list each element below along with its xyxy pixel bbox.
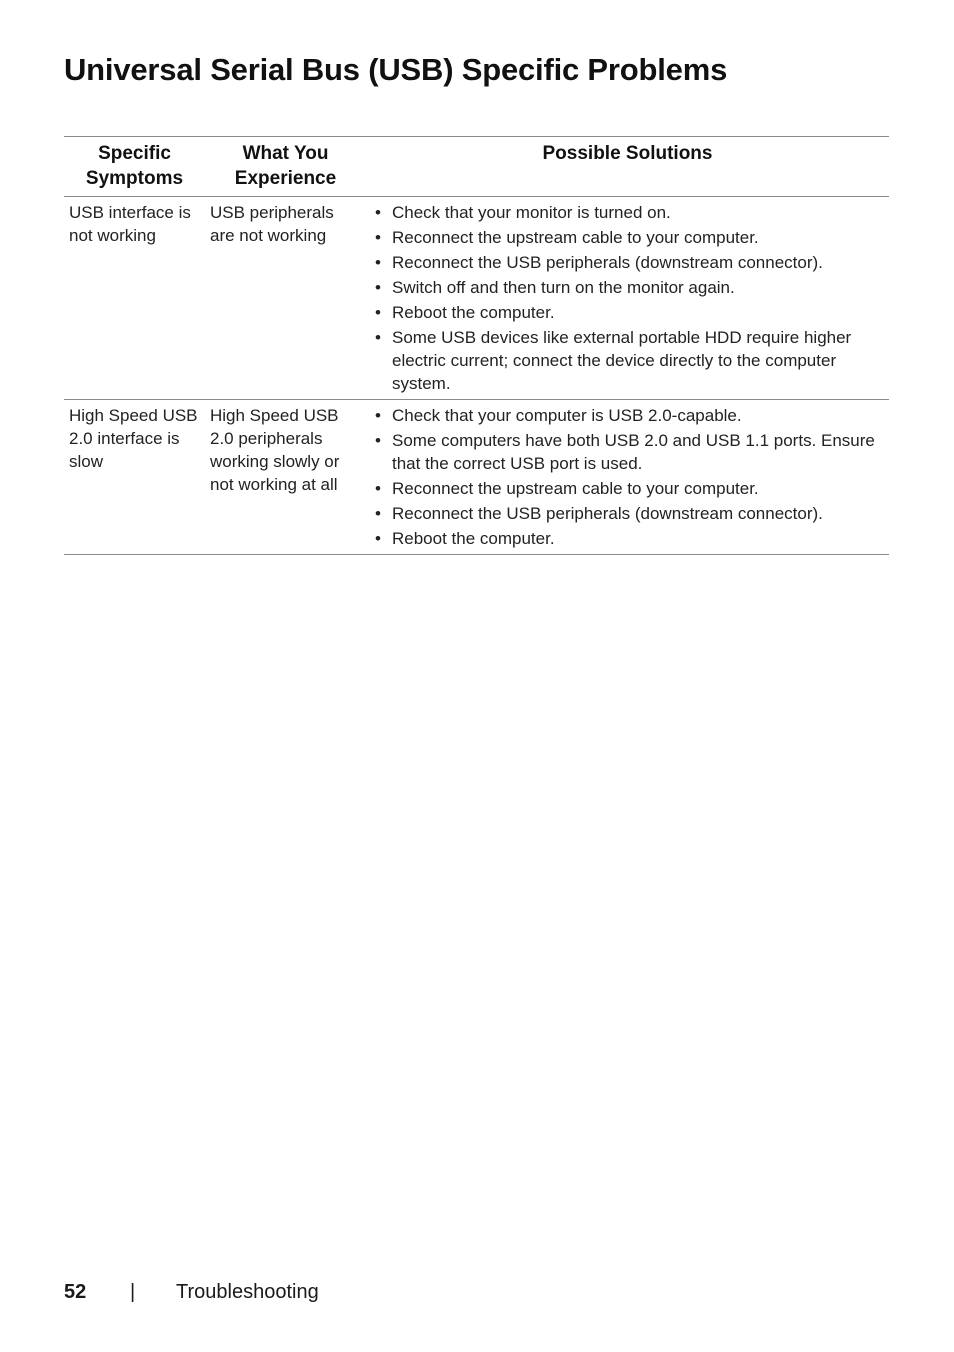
bullet-icon: • — [375, 406, 381, 425]
solution-item: • Check that your computer is USB 2.0-capable. — [375, 406, 742, 425]
solution-item: • Reconnect the upstream cable to your computer. — [375, 228, 759, 247]
bullet-icon: • — [375, 479, 381, 498]
solution-item: • Switch off and then turn on the monitor again. — [375, 278, 735, 297]
bullet-icon: • — [375, 203, 381, 222]
solutions-list — [372, 404, 885, 550]
header-possible-solutions: Possible Solutions — [366, 137, 889, 197]
header-symptoms-line1: Specific — [98, 143, 171, 164]
usb-problems-table — [64, 136, 889, 555]
table-header-row — [64, 137, 889, 197]
solution-item: • Reconnect the upstream cable to your computer. — [375, 479, 759, 498]
header-what-you-experience — [205, 137, 366, 197]
footer-separator: | — [130, 1281, 136, 1303]
solution-item: • Some USB devices like external portable HDD require higher electric current; connect the device directly to the computer system. — [375, 328, 852, 393]
header-specific-symptoms — [64, 137, 205, 197]
page-number: 52 — [64, 1281, 87, 1303]
footer-section-label: Troubleshooting — [176, 1281, 319, 1303]
experience-cell: High Speed USB 2.0 peripherals working slowly or not working at all — [205, 400, 366, 555]
solution-item: • Check that your monitor is turned on. — [375, 203, 671, 222]
bullet-icon: • — [375, 529, 381, 548]
table-row — [64, 400, 889, 555]
solution-item: • Reboot the computer. — [375, 529, 555, 548]
bullet-icon: • — [375, 303, 381, 322]
header-symptoms-line2: Symptoms — [85, 168, 184, 189]
bullet-icon: • — [375, 504, 381, 523]
page-title: Universal Serial Bus (USB) Specific Problems — [64, 52, 728, 87]
solution-item: • Reconnect the USB peripherals (downstream connector). — [375, 253, 823, 272]
page-footer — [64, 1278, 319, 1306]
solution-item: • Reboot the computer. — [375, 303, 555, 322]
experience-cell: USB peripherals are not working — [205, 197, 366, 400]
solutions-list — [372, 201, 885, 395]
bullet-icon: • — [375, 253, 381, 272]
solution-item: • Reconnect the USB peripherals (downstream connector). — [375, 504, 823, 523]
bullet-icon: • — [375, 278, 381, 297]
symptom-cell: High Speed USB 2.0 interface is slow — [64, 400, 205, 555]
bullet-icon: • — [375, 328, 381, 347]
header-experience-line2: Experience — [234, 168, 337, 189]
bullet-icon: • — [375, 228, 381, 247]
header-experience-line1: What You — [242, 143, 329, 164]
solution-item: • Some computers have both USB 2.0 and USB 1.1 ports. Ensure that the correct USB port is used. — [375, 431, 875, 473]
bullet-icon: • — [375, 431, 381, 450]
symptom-cell: USB interface is not working — [64, 197, 205, 400]
table-row — [64, 197, 889, 400]
solutions-cell — [366, 197, 889, 400]
solutions-cell — [366, 400, 889, 555]
